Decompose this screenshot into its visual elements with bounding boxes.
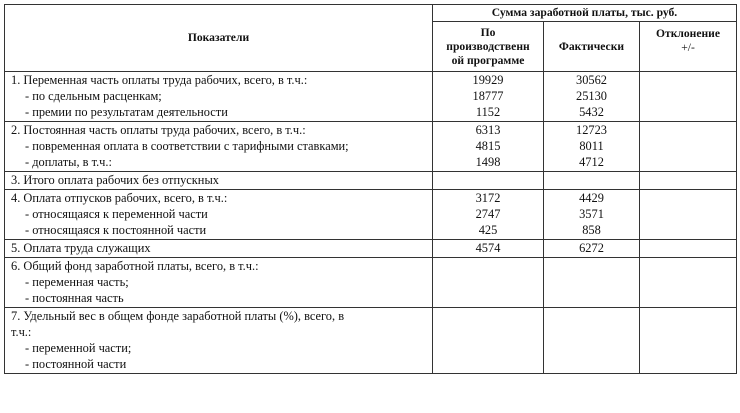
header-actual: Фактически <box>544 22 640 72</box>
plan-value: 19929 <box>472 73 504 87</box>
salary-table <box>4 4 737 374</box>
table-row <box>5 308 737 374</box>
indicator-subitem: - относящаяся к переменной части <box>25 207 208 221</box>
indicator-subitem: - переменная часть; <box>25 275 129 289</box>
header-deviation <box>640 22 737 72</box>
actual-cell <box>544 240 640 258</box>
plan-cell <box>433 122 544 172</box>
header-deviation-label: Отклонение <box>655 27 721 40</box>
indicator-subitem: - доплаты, в т.ч.: <box>25 155 112 169</box>
plan-value: 6313 <box>475 123 501 137</box>
indicator-cell <box>5 122 433 172</box>
header-plan-line-1: По <box>480 25 496 39</box>
actual-value: 4712 <box>579 155 604 169</box>
plan-value: 2747 <box>475 207 501 221</box>
indicator-subitem: т.ч.: <box>11 325 32 339</box>
actual-cell <box>544 308 640 374</box>
header-indicators: Показатели <box>5 5 433 72</box>
plan-cell <box>433 72 544 122</box>
header-deviation-sign: +/- <box>681 41 695 54</box>
indicator-title: 5. Оплата труда служащих <box>11 241 151 255</box>
table-row <box>5 240 737 258</box>
indicator-title: 1. Переменная часть оплаты труда рабочих, всего, в т.ч.: <box>11 73 308 87</box>
header-plan <box>433 22 544 72</box>
actual-value: 30562 <box>576 73 607 87</box>
plan-cell <box>433 190 544 240</box>
indicator-subitem: - постоянная часть <box>25 291 124 305</box>
plan-value: 3172 <box>475 191 501 205</box>
deviation-cell <box>640 122 737 172</box>
actual-value: 858 <box>582 223 601 237</box>
plan-value: 4574 <box>475 241 501 255</box>
deviation-cell <box>640 258 737 308</box>
indicator-subitem: - премии по результатам деятельности <box>25 105 228 119</box>
header-plan-line-2: производственн <box>446 39 530 53</box>
plan-cell <box>433 258 544 308</box>
actual-cell <box>544 72 640 122</box>
indicator-title: 2. Постоянная часть оплаты труда рабочих, всего, в т.ч.: <box>11 123 306 137</box>
actual-cell <box>544 190 640 240</box>
indicator-subitem: - переменной части; <box>25 341 132 355</box>
indicator-cell <box>5 240 433 258</box>
actual-value: 4429 <box>579 191 604 205</box>
actual-value: 12723 <box>576 123 607 137</box>
deviation-cell <box>640 72 737 122</box>
indicator-cell <box>5 172 433 190</box>
actual-value: 8011 <box>579 139 604 153</box>
plan-value: 4815 <box>475 139 501 153</box>
plan-value: 18777 <box>472 89 504 103</box>
actual-value: 3571 <box>579 207 604 221</box>
indicator-title: 6. Общий фонд заработной платы, всего, в т.ч.: <box>11 259 259 273</box>
indicator-subitem: - повременная оплата в соответствии с тарифными ставками; <box>25 139 349 153</box>
indicator-cell <box>5 258 433 308</box>
table-row <box>5 72 737 122</box>
table-row <box>5 122 737 172</box>
indicator-title: 3. Итого оплата рабочих без отпускных <box>11 173 219 187</box>
plan-value: 1498 <box>475 155 501 169</box>
header-salary-sum: Сумма заработной платы, тыс. руб. <box>433 5 737 22</box>
actual-cell <box>544 122 640 172</box>
indicator-title: 7. Удельный вес в общем фонде заработной платы (%), всего, в <box>11 309 345 323</box>
plan-value: 425 <box>478 223 498 237</box>
table-body <box>5 72 737 374</box>
indicator-subitem: - по сдельным расценкам; <box>25 89 162 103</box>
actual-cell <box>544 258 640 308</box>
actual-cell <box>544 172 640 190</box>
actual-value: 5432 <box>579 105 604 119</box>
actual-value: 6272 <box>579 241 604 255</box>
table-row <box>5 258 737 308</box>
plan-cell <box>433 308 544 374</box>
indicator-cell <box>5 190 433 240</box>
plan-cell <box>433 172 544 190</box>
table-row <box>5 190 737 240</box>
indicator-title: 4. Оплата отпусков рабочих, всего, в т.ч.: <box>11 191 228 205</box>
plan-cell <box>433 240 544 258</box>
plan-value: 1152 <box>475 105 501 119</box>
deviation-cell <box>640 172 737 190</box>
indicator-cell <box>5 72 433 122</box>
actual-value: 25130 <box>576 89 607 103</box>
indicator-subitem: - постоянной части <box>25 357 127 371</box>
header-plan-line-3: ой программе <box>451 53 525 67</box>
deviation-cell <box>640 308 737 374</box>
table-row <box>5 172 737 190</box>
indicator-cell <box>5 308 433 374</box>
indicator-subitem: - относящаяся к постоянной части <box>25 223 207 237</box>
deviation-cell <box>640 190 737 240</box>
deviation-cell <box>640 240 737 258</box>
